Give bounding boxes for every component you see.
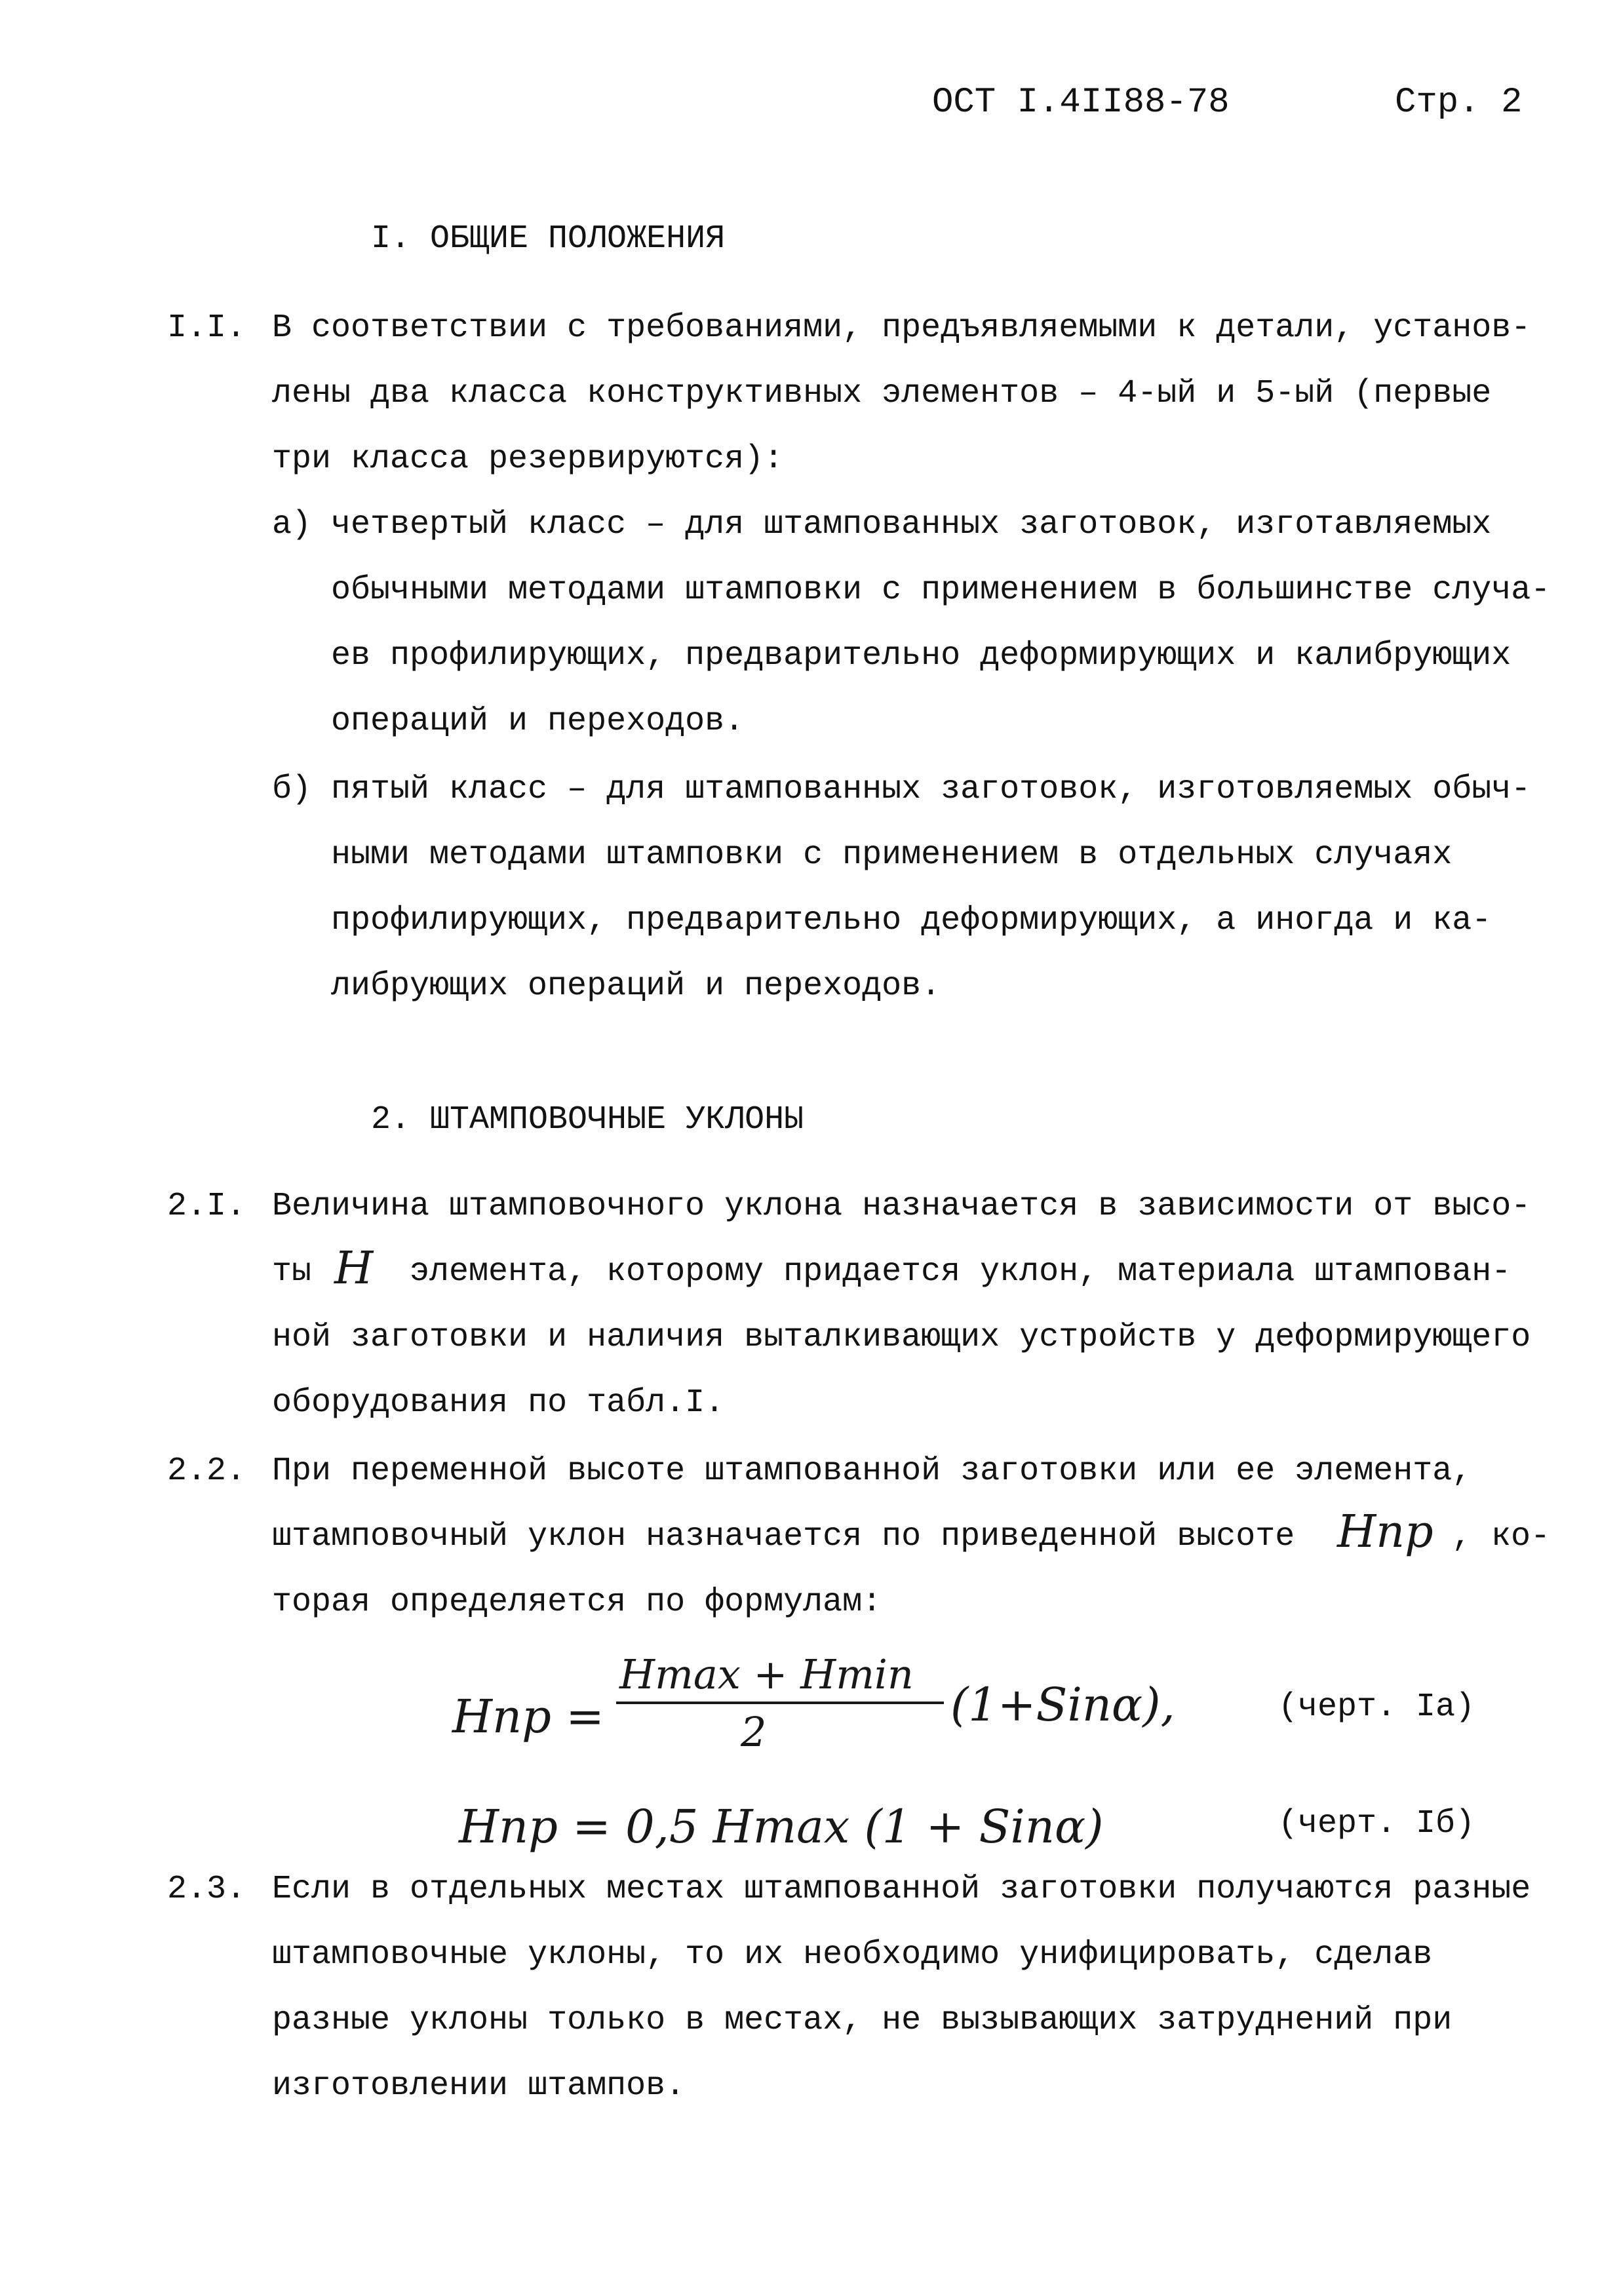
section-heading: I. ОБЩИЕ ПОЛОЖЕНИЯ: [371, 220, 726, 258]
page-number: Стр. 2: [1395, 83, 1523, 123]
paragraph-number: 2.3.: [167, 1871, 246, 1908]
paragraph-line: лены два класса конструктивных элементов – 4-ый и 5-ый (первые: [272, 375, 1492, 412]
paragraph-line: При переменной высоте штампованной заготовки или ее элемента,: [272, 1452, 1472, 1490]
section-heading: 2. ШТАМПОВОЧНЫЕ УКЛОНЫ: [371, 1101, 804, 1138]
formula-1-lhs: Hпр =: [452, 1690, 604, 1743]
list-item-a-line: ев профилирующих, предварительно деформирующих и калибрующих: [331, 637, 1512, 674]
paragraph-line: штамповочный уклон назначается по приведенной высоте: [272, 1518, 1295, 1555]
paragraph-line: разные уклоны только в местах, не вызывающих затруднений при: [272, 2002, 1453, 2039]
height-symbol: H: [334, 1243, 374, 1294]
reduced-height-symbol: Hпр: [1337, 1506, 1434, 1558]
paragraph-line: элемента, которому придается уклон, материала штампован-: [410, 1253, 1512, 1291]
paragraph-line: Величина штамповочного уклона назначается в зависимости от высо-: [272, 1188, 1531, 1225]
paragraph-line: , ко-: [1452, 1518, 1551, 1555]
formula-2-reference: (черт. Iб): [1278, 1805, 1475, 1842]
paragraph-line: изготовлении штампов.: [272, 2067, 686, 2105]
formula-1-factor: (1+Sinα),: [950, 1678, 1175, 1732]
fraction-bar: [616, 1702, 944, 1704]
paragraph-line: три класса резервируются):: [272, 440, 784, 478]
paragraph-line: Если в отдельных местах штампованной заготовки получаются разные: [272, 1871, 1531, 1908]
paragraph-number: 2.I.: [167, 1188, 246, 1225]
paragraph-line: торая определяется по формулам:: [272, 1584, 882, 1621]
formula-1-numerator: Hmax + Hmin: [619, 1650, 914, 1698]
list-item-a-line: а) четвертый класс – для штампованных заготовок, изготавляемых: [272, 506, 1492, 543]
paragraph-number: I.I.: [167, 309, 246, 347]
paragraph-line: ты: [272, 1253, 312, 1291]
list-item-b-line: б) пятый класс – для штампованных заготовок, изготовляемых обыч-: [272, 771, 1531, 808]
document-number: ОСТ I.4II88-78: [932, 83, 1230, 123]
list-item-b-line: ными методами штамповки с применением в отдельных случаях: [331, 836, 1453, 874]
paragraph-line: оборудования по табл.I.: [272, 1384, 725, 1422]
formula-2: Hпр = 0,5 Hmax (1 + Sinα): [459, 1800, 1104, 1854]
paragraph-line: штамповочные уклоны, то их необходимо унифицировать, сделав: [272, 1936, 1433, 1974]
list-item-b-line: либрующих операций и переходов.: [331, 967, 941, 1005]
list-item-a-line: операций и переходов.: [331, 703, 745, 740]
formula-1-denominator: 2: [741, 1708, 767, 1756]
paragraph-line: В соответствии с требованиями, предъявляемыми к детали, установ-: [272, 309, 1531, 347]
list-item-a-line: обычными методами штамповки с применением в большинстве случа-: [331, 572, 1551, 609]
formula-1-reference: (черт. Iа): [1278, 1688, 1475, 1726]
paragraph-line: ной заготовки и наличия выталкивающих устройств у деформирующего: [272, 1319, 1531, 1356]
paragraph-number: 2.2.: [167, 1452, 246, 1490]
list-item-b-line: профилирующих, предварительно деформирующих, а иногда и ка-: [331, 902, 1492, 939]
